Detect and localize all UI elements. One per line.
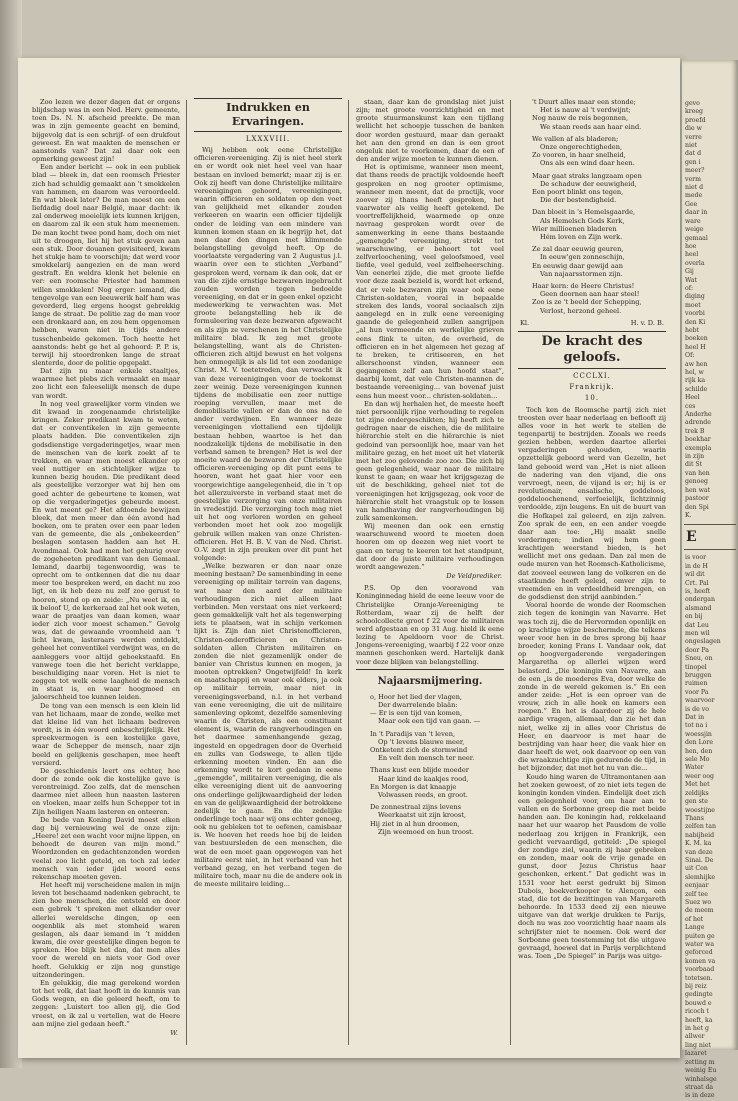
next-page-line: heeft, ka [685, 1016, 713, 1024]
paragraph: In nog veel grawelijker vorm vinden we dit kwaad in zoogenaamde christelijke kringen. Zeker predikant kwam te weten, dat er conventikelen in zijn gemeente plaats hadden. Die conventikelen zijn godsdienstige vergaderingetjes, waar men de menschen van de kerk zoekt af te trekken, en waar men moest elkander op veel nuttiger en stichtelijker wijze te kunnen bezig houden. Die predikant deed als geestelijke verzorger wat bij hen om goed achter de gebeurtene te komen, wat op die vergaderingetjes gebeurde moest. En wat meent ge? Het afdoende bewijzen bleek, dat men meer dan één avond had boeken, om te praten over een paar leden van de gemeente, die als „onbekeerden” beslagen sontasen hadden aan het H. Avondmaal. Ook had men het gehurig over de zogeheeten predikant van den Gemaal. Iemand, daarbij tegenwoordig, was te oprecht om te ontkennen dat die nu daar meer toe bespreken werd, en dacht nu zoo ligt, en ik heb deze nu zelf zoo gerust te hooren, stond op en zeide: „Nu weet ik, en ik beloof U, de kerkeraad zal het ook weten, waar de praatjes van daan komen, waar ieder zich voor moest schamen.” Gevolg was, dat de gewaande vroomheid aan 't licht kwam, lasteraars werden ontdekt, geheel het conventikel verdwijnt was, en de aanleggers voor altijd geboekstaafd. En vanwege toen die het bericht verklappe, beschuldiging naar voren. Het is niet te zeggen tot welk eene laagheid de mensch in staat is, en waar hoogmoed en jaloerschheid toe kunnen leiden. [32, 399, 180, 702]
next-page-line: hen wat [685, 486, 711, 494]
next-page-line: weinig Eu [685, 1067, 717, 1075]
verse-line: Ontketent zich de stormwind [370, 746, 468, 754]
verse-line: En velt den mensch ter neer. [378, 754, 475, 763]
verse-line: Zijn weemoed en hun troost. [378, 827, 474, 836]
next-page-line: dat d [685, 150, 702, 158]
next-page-line: Wat [685, 276, 697, 284]
verse-line: In eeuw'gen zonneschijn, [540, 253, 625, 262]
column-rule [510, 100, 511, 1045]
next-page-line: hoe [685, 242, 697, 250]
verse-line: De schaduw der eeuwigheid, [540, 179, 637, 188]
verse-line: Dan bloeit in 's Hemelsgaarde, [532, 208, 636, 217]
next-page-line: trek B [685, 427, 705, 435]
stanza [532, 135, 666, 168]
stanza [370, 730, 504, 763]
next-page-line: hen, den [685, 747, 713, 755]
next-page-line: water wa [685, 941, 715, 948]
postscript: P.S. Op den vooravond van Koninginnedag hield de eene leeuw voor de Christelijke Oranje-Vereeniging te Rotterdam, waar zij de helft der schoolcollecte groot f 22 voor de militairen werd afgestaan en op 31 Aug. hield ik eene lezing te Apeldoorn voor de Christ. Jongens-vereeniging, waarbij f 22 voor onze mannen geschonken werd. Hartelijk dank voor deze blijken van belangstelling. [356, 584, 504, 666]
next-page-rule [684, 524, 736, 525]
next-page-line: is, heeft [685, 587, 711, 595]
verse-line: We vallen af als bladeren; [532, 134, 619, 143]
next-page-line: lazaret [685, 1050, 707, 1058]
next-page-line: nabijheid [685, 831, 715, 839]
verse-line: Een poort blinkt ons tegen, [532, 188, 624, 197]
next-page-line: Suez wo [685, 898, 712, 906]
next-page-line: winhalsge [685, 1075, 717, 1083]
next-page-line: voorbaad [685, 966, 715, 974]
article-number: LXXXVIII. [245, 135, 291, 143]
column-rule [186, 100, 187, 1045]
next-page-line: exempla [685, 444, 712, 452]
next-page-line: eenjaar [685, 882, 709, 890]
next-page-line: genoeg [685, 478, 708, 486]
verse-line: o, Hoor het lied der vlagen, [370, 692, 463, 701]
signature-veldprediker: De Veldprediker. [446, 572, 502, 581]
next-page-line: den Ki [685, 318, 706, 326]
next-page-line: woessjin [685, 730, 712, 738]
paragraph: Wij meenen dan ook een ernstig waarschuwend woord te moeten doen hooren om op deezen weg niet voort te gaan en terug te keeren tot het standpunt, dat door de juiste militaire verhoudingen wordt aangewezen.” [356, 522, 504, 571]
paragraph: staan, daar kan de grondslag niet juist zijn; met groote voorzichtigheid en met groote stuurmanskunst kan een tijdlang wellicht het schoepje tusschen de banken door worden gestuurd, maar dan geraakt het aan den grond en dan is een groot ongeluk niet te voorkomen, daar de een of den ander wijze moeten te kunnen dienen. [356, 98, 504, 164]
next-page-line: tot na i [685, 722, 708, 730]
next-page-line: weige [685, 226, 704, 234]
paragraph: Vooral hoorde de wonde der Roomschen zich tegen de koningin van Navarre. Het was toch zij, die de Hervormden openlijk en op krachtige wijze beschermde, die telkens weer voor hen in de bres sprong bij haar broeder, koning Frans I. Vandaar ook, dat op hoogvergaderende vergaderingen Margaretha op allerlei wijzen werd belasterd. „Die koningin van Navarre, aan de een „is de moederes Eva, door welke de zonde in de wereld gekomen is.” En een ander zeide: „Het is een oproer van de vrouw, zich in alle hoek en kamers een roepen.” En het is daardoor zij de hele aardige vragen, allemaal, dan zie het dan niet, welke zij in alles voor Christus de Heer, en daarvoor is met haar de bestrijding van haar heer, die vaak hier en daar heeft de wet, ook daarvoor op een van die wraakzuchtige zijn gedurende de tijd, in het bijzonder, dat met het nu van die... [518, 601, 666, 773]
next-page-line: Gee [685, 200, 698, 208]
verse-line: Der dwarrelende blaân: [378, 700, 458, 709]
next-page-line: geforced [685, 949, 713, 957]
verse-line: In 't Paradijs van 't leven, [370, 729, 456, 738]
next-page-line: aw hen [685, 360, 708, 368]
verse-line: En Morgen is dat knaapje [370, 782, 457, 791]
next-page-line: verre [685, 133, 702, 141]
next-page-line: heel [685, 251, 699, 259]
next-page-line: niet [685, 142, 698, 150]
paragraph: De geschiedenis leert ons echter, hoe door de zonde ook die kostelijke gave is verontreinigd. Zoo zelfs, dat de menschen daarmee niet alleen hun naasten lasteren en vloeken, maar zelfs hun Schepper tot in Zijn heiligen Naam lasteren en onteeren. [32, 766, 180, 816]
next-page-line: Met het [685, 781, 710, 789]
next-page-line: bruggen [685, 672, 712, 679]
next-page-line: in zijn [685, 453, 705, 461]
next-page-line: zeldijks [685, 789, 709, 797]
section-title-indrukken: Indrukken en Ervaringen. [194, 98, 342, 132]
verse-line: Zoo is ze 't beeld der Schepping, [532, 298, 642, 307]
next-page-line: adrende [685, 419, 711, 427]
verse-line: Onze ongerechtigheden, [540, 143, 623, 152]
paragraph: Wij hebben ook eene Christelijke officieren-vereeniging. Zij is niet heel sterk en er wordt ook niet heel veel van haar bestaan en invloed bemerkt; maar zij is er. Ook zij heeft van done Christelijke militaire vereenigingen gehoord, vereenigingen, waarin officieren en soldaten op den voet van gelijkheid met elkander zouden verkeeren en waarin een officier tijdelijk onder de leiding van een mindere van kunnen komen staan en ik begrijp het, dat men daar den dingen met klimmende belangstelling gevolgd heeft. Op de voorlaatste vergadering van 2 Augustus j.l. waarin over een te stichten „Verband” gesproken werd, vernam ik dan ook, dat er van die zijde ernstige bezwaren ingebracht zouden worden tegen bedoelde vereeniging, en dat er in geen enkel opzicht medewerking te verwachten was. Met groote belangstelling heb ik de formuleering van deze bezwaren afgewacht en als zijn ze verschenen in het Christelijke militaire blad. Ik zeg met groote belangstelling, want als de Christen-officieren zich altijd bewust en het volgens hen onmogelijk is als lid tot een zoodanige Christ. M. V. toetetreden, dan verwacht ik van deze vereenigingen voor de toekomst zeer weinig. Deze vereenigingen kunnen tijdens de mobilisatie een zeer nuttige roeping vervullen, maar met de demobilisatie vallen er dan de ons na de ander verdwijnen. En wanneer deze vereenigingen vlottaliend een tijdelijk bestaan hebben, waartoe is het dan noodzakelijk tijdens de mobilisatie in den verband samen te brengen? Het is wel der moeite waard de bezwaren der Christelijke officieren-vereeniging op dit punt eens te hooren, want het gaat hier voor een voorgewichtige aangelegenheid, die in ’t op het allerzuiverste in verband staat met de geestelijke verzorging van onze militairen in vredestijd. Die verzorging toch mag niet uit het oog verloren worden en geheel verbonden moet het ook zoo mogelijk gebruik willen maken van onze Christen-officieren. Het H. B. V. van de Ned. Christ. O.-V. zegt in zijn preuken over dit punt het volgende: [194, 146, 342, 562]
paragraph: De tong van een mensch is een klein lid van het lichaam, maar de zonde, welke met dat kleine lid van het lichaam bedreven wordt, is in één woord onbeschrijfelijk. Het spreekvermogen is een kostelijke gave, waar de Schepper de mensch, naar zijn beeld en gelijkenis geschapen, mee heeft versierd. [32, 701, 180, 767]
verse-line: Volwassen reeds, en groot. [378, 791, 468, 800]
column-1-text [32, 98, 180, 1028]
next-page-line: moet [685, 301, 701, 309]
verse-line: Geen doornen aan haar steel! [540, 290, 640, 299]
stanza [532, 98, 666, 131]
next-page-line: hel, w [685, 369, 704, 376]
verse-line: Ze zal daar eeuwig geuren, [532, 245, 624, 254]
column-rule [348, 100, 349, 1045]
paragraph: En dan wij herhalen het, de meeste heeft niet persoonlijk rijne verhouding te regelen tot zijne ondergeschikten; hij heeft zich te gedragen naar de eischen, die de militaire hiërarchie stelt en die hiërarchie is niet gedoind van persoonlijk hoe, maar van het militaire gezag, en het moet uit het vlaterik met het zoo gelovende zoo zoo. Die zich bij geen gelegenheid, waar naar de militaire kunst te gaan; en waar het krijgsgezag de uit de beschikking, geheel niet tot de vereenigingen het krijgsgezag, ook voor de hiërarchie stelt het vraagstuk op te lossen van handhaving der rangverhoudingen bij zulk samenkomen. [356, 399, 504, 522]
next-page-line: ces [685, 402, 696, 410]
next-page-line: of: [685, 284, 694, 292]
next-page-line: overla [685, 259, 705, 267]
next-page-line: verm [685, 175, 701, 183]
next-page-line: Of: [685, 352, 695, 360]
next-page-line: voorbi [685, 310, 705, 318]
next-page-line: uit Con [685, 865, 708, 873]
stanza [370, 803, 504, 836]
poem-najaarsmijmering [356, 693, 504, 836]
next-page-text [682, 100, 738, 520]
verse-line: Thans kust een blijde moeder [370, 766, 469, 775]
next-page-line: ondergan [685, 596, 715, 604]
paragraph: Toch ken de Roomsche partij zich niet troosten over haar nederlaag en beflooft zij alles voor in het werk te stellen de tegenpartij te bestrijden. Zooals we reeds gezien hebben, werden daartoe allerlei vergaderingen gehouden, waarin opzettelijk geboord werd van Gezelin, het land gebooid werd van „Het is niet alleen de nadering van den vijand, die ons vervroegt, neen, de vijand is er; hij is er revolutionair, ensalische, goddeloos, goddeloochenend, verfoeielijk, lichtzinnig verdoolde, zijn leugens. En uit de buurt van die Hofkapel zal geleerd, en zijn zalven. Zoo sprak de een, en een ander voegde daar aan toe: „Hij maakt snelle vorderingen; indien wij hem geen krachtigen weerstand bieden, is het wellicht met ons gedaan. Dan zal men de oude muren van het Roomsch-Katholicisme, dat zooveel eeuwen lang de volkeren en de staatkunde heeft geleid, omver zijn te vreemden en in verdeeldheid brengen, en de godsdienst den strijd aanbinden.” [518, 405, 666, 602]
next-page-line: boeken [685, 335, 708, 343]
column-2-text [194, 146, 342, 888]
next-page-line: zetting m [685, 1058, 715, 1066]
paragraph: Het heeft mij verscheidene malen in mijn leven tot beschaamd nadenken gebracht, te zien hoe menschen, die ontsteld en door een gebrek ’t spreken met elkander over allerlei wereldsche dingen, op een oogenblik als met stomheid waren geslagen, als daar iemand in ’t midden kwam, die over geestelijke dingen begon te spreken. Hoe blijk het dan, dat men alles voor de wereld en niets voor God over heeft. Gelukkig er zijn nog gunstige uitzonderingen. [32, 881, 180, 979]
next-page-line: of het [685, 915, 704, 923]
next-page-line: zelfen tan [685, 823, 716, 831]
next-page-line: die w [685, 125, 702, 133]
paragraph: „Welke bezwaren er dan naar onze meening bestaan? De samenbinding in eene vereeniging op militair terrein van dagens, wat naar den aard der militaire verhoudingen zich niet alleen laat verbinden. Men verstaat ons niet verkeerd; geen gemakkelijk valt het als tegenwerping iets te plaatsen, wat in schijn verkomen lijkt is. Zijn dan niet Christenofficieren, Christen-onderofficieren en Christen-soldaten allen Christen militairen en zonden die niet gezamenlijk onder de banier van Christus kunnen en mogen, ja mooten optrekken? Ongetwijfeld! In kerk en maatschappij en waar ook elders, ja ook op militair terrein, maar niet in vereenigingsverband, n.l. in het verband van eene vereeniging, die uit de militaire samenleving opkomt, dezelfde samenleving waarin de Christen, als een constituant element is, waarin de rangverhoudingen en het daarmee samenhangende gezag, ingesteld en opgedragen door de Overheid en zulks van Godswege, te allen tijde erkenning moeten vinden. En aan die erkenning wordt te kort gedaan in eene „gemengde”, militairen vereeniging, die als elke vereeniging dient uit de aanvoering ons onderlinge gelijkwaardigheid der leden en van de gelijkwaardigheid der betrokkene zedelijk te gaan. En die zedelijke onderlinge toch naar wij ons echter genoeg, ook nu gebleken tot te oefenen, camisbaar is. We hoeven het reeds hoe bij de leiden van bestuursleden de een menschen, die wat de een moet gaan opgewogen van het militaire eerst niet, in het verband van het verband gezag, en het verband tegen de militaire toch, maar nu die de andere ook in de meeste militaire leiding... [194, 562, 342, 889]
verse-line: Maar gaat straks langzaam open [532, 171, 642, 180]
newspaper-page [18, 58, 680, 1058]
article-number: CCCLXI. [573, 372, 611, 381]
signature-right: H. v. D. B. [630, 318, 664, 327]
next-page-line: Anderhe [685, 411, 712, 419]
next-page-line: bouwd e [685, 999, 712, 1007]
column-2 [194, 98, 342, 1048]
section-title-kracht: De kracht des geloofs. [518, 331, 666, 369]
next-page-line: straat da [685, 1083, 714, 1091]
poem-title: Najaarsmijmering. [377, 675, 483, 687]
next-page-line: Sneu, on [685, 655, 713, 663]
next-page-line: ling niet [685, 1041, 711, 1049]
next-page-line: den Lore [685, 739, 714, 747]
column-3 [356, 98, 504, 1048]
divider [356, 669, 504, 670]
next-page-line: wil dit [685, 571, 705, 579]
stanza [370, 693, 504, 726]
paragraph: Een ander bericht — ook in een publiek blad — bleek in, dat een roomsch Priester zich had schuldig gemaakt aan 't smokkelen van hammen, en daarom was veroordeeld. En wat bleek later? De man moest om een liefdadig doel naar België, maar dacht: ik zal onderweg moeielijk iets kunnen krijgen, en daarom zal ik een stuk ham meenemen. De man kocht twee pond ham, doch om niet uit te droogen, liet hij het stuk geven aan een stuk. Door douanen gevisiteerd, kwam het stukje ham te voorschijn; dat werd voor smokkelarij aangezien en de man werd gestraft. En weldra klonk het belenie en ver: een roomsche Priester had hammen willen smokkelen! Nog erger: iemand, die tengevolge van een leeuwerik half ham was gevorderd, lieg ergens hoogst gebrekkig lange de straat. De politie zag de man voor een dronkaard aan, en zou hem opgenomen hebben, waren niet in tijds andere tusschenbeide gekomen. Toch heette het aanstonds: hebt ge het al gehoord: P. P. is, terwijl hij stoordronken lange de straat slenterde, door de politie opgepakt. [32, 163, 180, 367]
verse-line: — Er is een tijd van komen, [370, 709, 463, 718]
next-page-line: Gij [685, 268, 694, 276]
verse-line: Wier millioenen bladeren [532, 224, 617, 233]
verse-line: Weerkaatst uit zijn kroost, [378, 811, 467, 820]
verse-line: Zo vooren, in haar snelheid, [532, 151, 626, 160]
next-page-line: Heel [685, 394, 700, 402]
paragraph: Het is optimisme, wanneer men meent, dat thans reeds de practijk voldoende heeft gesproken en nog grooter optimisme, wanneer men meent, dat de practijk, voor zoover zij thans heeft gesproken, het vaarwater als veilig heeft getekend. De voortreffelijkheid, waarmede op onze navraag gesproken wordt over de samenwerking in eene thans bestaande „gemengde” vereeniging, strekt tot waarschuwing, er behoort tot veel zelfverloochening, veel geloofsmoed, veel liefde, veel geduld, veel zelfbeheersching. Van eenerlei zijde, die met groote liefde voor deze zaak bezield is, wordt het erkend, dat er vele bezwaren zijn waar ook eene Christen-soldaten, vooral in bepaalde streken des lands, vooral sociaalsch zijn aangelegd en in zulk eene vereeniging gaande de gelegenheid zullen aangrijpen „al hun vermeende en werkelijke grieven eens flink te uiten, de overheid, de officieren en in het algemeen het gezag af te breken, te critiseeren, en het allerschoonst vinden, wanneer een gegangenen zelf aan hun hoofd staat”, daarbij komt, dat vele Christen-mannen de bestaande vereeniging... van bovenaf juist eens hun meest voor... christen-soldaten... [356, 163, 504, 400]
next-page-line: Sinai. De [685, 856, 714, 864]
next-page-line: Dat in [685, 714, 705, 722]
verse-line: We staan reeds aan haar eind. [540, 122, 642, 131]
next-page-line: daar in [685, 209, 708, 217]
stanza [532, 208, 666, 241]
verse-line: Nog nauw de reis begonnen, [532, 114, 629, 123]
next-page-line: schilde [685, 385, 708, 393]
next-page-line: Lange [685, 924, 705, 932]
next-page-edge [682, 60, 738, 1100]
paragraph: De bede van Koning David moest elken dag bij vernieuwing wel de onze zijn: „Heere! zet een wacht voor mijne lippen, en behoedt de deuren van mijn mond.” Woordzonden en gedachtenzonden worden veelal zoo licht geteld, en toch zal ieder mensch van ieder ijdel woord eens rekenschap moeten geven. [32, 815, 181, 881]
next-page-line: dit St [685, 461, 703, 469]
verse-line: 't Duurt alles maar een stonde; [532, 98, 636, 106]
next-page-line: gevo [685, 100, 700, 107]
verse-line: Ons als een wind daar heen. [540, 159, 635, 168]
next-page-line: meer? [685, 167, 705, 175]
next-page-line: diging [685, 293, 705, 301]
next-page-line: den Spi [685, 503, 709, 511]
next-page-line: boekhar [685, 436, 711, 444]
next-page-line: zelf tee [685, 890, 708, 898]
next-page-line: K. M. ka [685, 840, 712, 848]
paragraph: Dat zijn nu maar enkele staaltjes, waarmee het plebs zich vermaakt en maar zoo licht een faleeseliijk mensch de dupe van wordt. [32, 367, 180, 400]
paragraph: Koudo hing waren de Ultramontanen aan het zoeken gewoest, of zo niet iets tegen de koningin konden vinden. Eindelijk doet zich een gelegenheid voor, om haar aan te vallen en de Sorbonne greep die met beide handen aan. De koningin had, rekkelaand naar het uur waarop het Pausdom de volle nederlaag zou krijgen in Frankrijk, een gedicht vervaardigd, getiteld: „De spiegel der zondige ziel, waarin zij haar gebreken en zonden, maar ook de vrije genade en gunst, door Jezus Christus haar geschonken, erkent.” Dat gedicht was in 1531 voor het eerst gedrukt bij Simon Dubois, boekverkooper te Alençon, een stad, die tot de bezittingen van Margareth behoorde. In 1533 deed zij een nieuwe uitgave van dat werkje drukken te Parijs, doch nu was zoo voorzichtig haar naam als schrijfster niet te noemen. Ook werd der Sorbonne geen toestemming tot die uitgave gevraagd, hoewel dat in Parijs verplichtend was. Toen „De Spiegel” in Parijs was uitge- [518, 772, 666, 960]
next-page-line: hebt [685, 326, 700, 334]
verse-line: De zonnestraal zijns levens [370, 803, 461, 812]
next-page-line: is voor [685, 554, 707, 562]
next-page-line: waarvoor [685, 697, 715, 705]
poem-continuation [518, 98, 666, 315]
next-page-line: ongeslagen [685, 638, 721, 646]
column-4-text [518, 406, 666, 961]
verse-line: Maar ook een tijd van gaan. — [378, 717, 481, 726]
column-3-text [356, 98, 504, 571]
next-page-line: tinopel [685, 663, 707, 671]
next-page-line: kreeg [685, 108, 703, 116]
verse-line: Die der bestendigheid. [540, 196, 617, 205]
next-page-rule [684, 549, 736, 550]
verse-line: Haar kind de kaakjes rood, [378, 774, 469, 783]
next-page-line: gen i [685, 158, 701, 166]
next-page-line: dat Leu [685, 621, 709, 629]
next-page-line: van deze [685, 848, 713, 856]
next-page-line: ricoch t [685, 1008, 710, 1016]
next-page-line: Thans [685, 814, 704, 822]
verse-line: Haar kern: de Heere Christus! [532, 282, 635, 291]
next-page-line: proefd [685, 116, 706, 124]
next-page-line: ruimen [685, 680, 708, 688]
next-page-line: is in deze [685, 1092, 715, 1100]
next-page-line: bij reiz [685, 983, 707, 991]
verse-line: Hij ziet in al hun droomen, [370, 819, 460, 828]
next-page-line: en bij [685, 613, 703, 621]
verse-line: Verlost, herzond geheel. [540, 306, 622, 315]
article-subhead: Frankrijk. [569, 383, 615, 392]
article-subnumber: 10. [584, 394, 600, 403]
next-page-line: sele Mo [685, 756, 710, 764]
stanza [532, 282, 666, 315]
next-page-line: rijk ka [685, 377, 706, 385]
next-page-line: de meem [685, 907, 714, 915]
poem-signature [520, 319, 664, 327]
next-page-line: gedingte [685, 991, 713, 999]
paragraph: Zoo lezen we dezer dagen dat er orgens blijdschap was in een Ned. Herv. gemeente, toen Ds. N. N. afscheid preekte. De man was in zijn gemeente geacht en bemind, bijgevolg dat is een schrijf- of een drukfout geweest. En wat maakten de menschen er aanstonds van? Dat zal daar ook een opmerking geweest zijn! [32, 98, 180, 164]
next-page-line: voor Pa [685, 688, 709, 696]
next-page-line: pastoor [685, 495, 709, 503]
next-page-line: komen va [685, 957, 716, 965]
next-page-line: totetsen. [685, 974, 713, 982]
next-page-line: in het g [685, 1025, 709, 1033]
next-page-line: slemhijke [685, 873, 715, 881]
next-page-title: E [686, 529, 697, 546]
next-page-line: is de vo [685, 705, 709, 713]
next-page-line: ware [685, 217, 701, 225]
next-page-line: K. [685, 511, 692, 519]
next-page-line: puiten ge [685, 932, 715, 940]
verse-line: Hém loven en Zijn werk. [540, 233, 623, 242]
signature: W. [170, 1028, 178, 1037]
next-page-line: gemaal [685, 234, 708, 242]
next-page-line: weer oog [685, 772, 714, 780]
column-4 [518, 98, 666, 1048]
next-page-line: door Pa [685, 646, 709, 654]
next-page-line: woestijne [685, 806, 715, 814]
paragraph: En gelukkig, die mag gerekend worden tot het volk, dat laat hooft in de kunnis van Gods wegen, en die geleerd heeft, om te zeggen: „Luistert too allen gij, die God vreest, en ik zal u vertellen, wat de Heere aan mijne ziel gedaan heeft.” [32, 978, 180, 1028]
signature-left: Kl. [520, 318, 530, 327]
next-page-line: van hen [685, 469, 710, 477]
verse-line: Als Hemelsch Gods Kerk, [540, 216, 625, 225]
verse-line: En eeuwig daar gewijd aan [532, 261, 623, 270]
next-page-line: in de H [685, 562, 708, 570]
stanza [532, 245, 666, 278]
next-page-line: mede [685, 192, 703, 200]
next-page-line: Crt. Pal [685, 579, 709, 587]
verse-line: Op 't levens blauwe meer, [378, 737, 465, 746]
next-page-line: heel H [685, 343, 706, 351]
next-page-text-2 [682, 554, 738, 1100]
column-1 [32, 98, 180, 1048]
next-page-line: niet d [685, 184, 704, 192]
next-page-line: alsmand [685, 604, 712, 612]
verse-line: Van najaarsstormen zijn. [540, 269, 623, 278]
stanza [532, 172, 666, 205]
stanza [370, 766, 504, 799]
next-page-line: allwer [685, 1033, 705, 1041]
next-page-line: Water [685, 764, 704, 772]
verse-line: Het is nauw al 't verdwijnt; [540, 106, 631, 115]
next-page-line: gen ste [685, 798, 708, 806]
next-page-line: men wil [685, 629, 710, 637]
